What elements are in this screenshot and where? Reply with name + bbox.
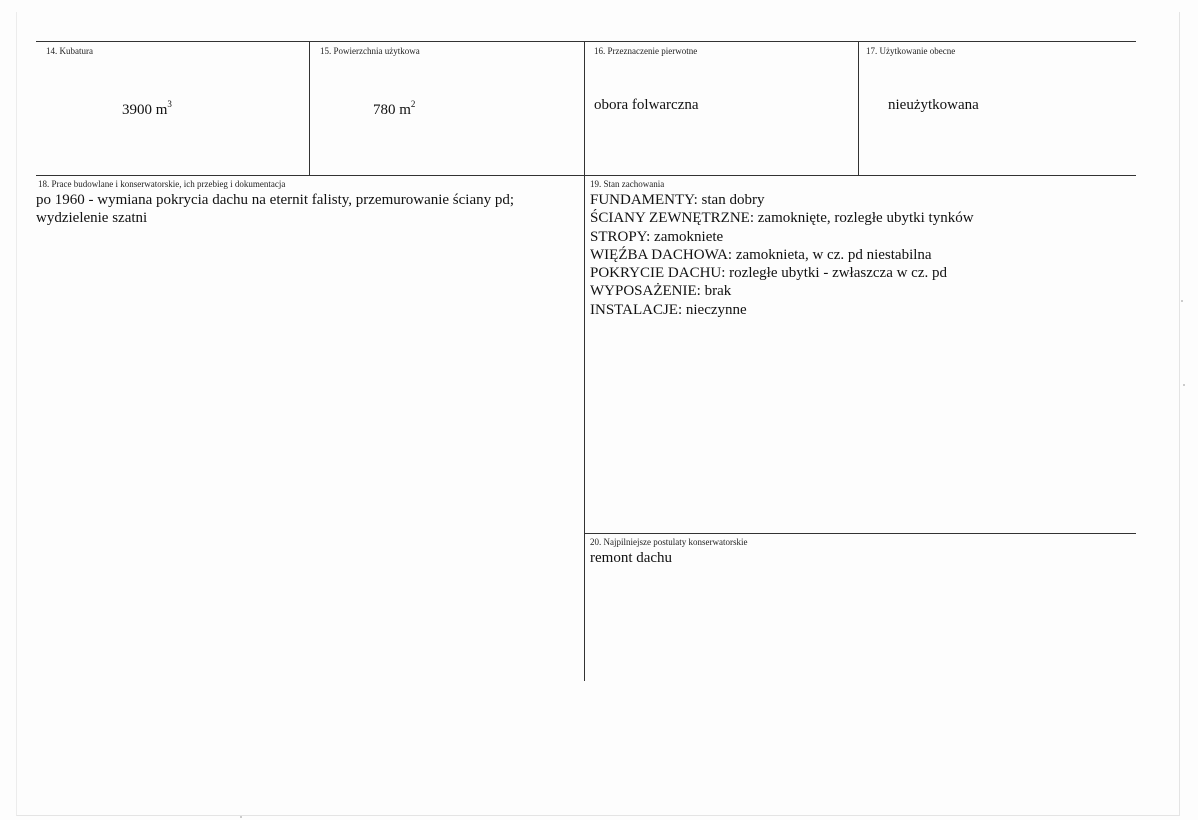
powierzchnia-number: 780 m [373,102,411,118]
stan-line: WIĘŹBA DACHOWA: zamoknieta, w cz. pd niestabilna [590,246,932,263]
page-border [16,12,1180,816]
uzytkowanie-value: nieużytkowana [888,97,979,113]
postulaty-text [590,549,672,567]
divider-14-15 [309,41,310,175]
prace-line: po 1960 - wymiana pokrycia dachu na eternit falisty, przemurowanie ściany pd; [36,192,515,208]
kubatura-number: 3900 m [122,102,168,118]
stan-line: ŚCIANY ZEWNĘTRZNE: zamoknięte, rozległe ubytki tynków [590,210,974,227]
prace-line: wydzielenie szatni [36,210,148,227]
powierzchnia-value [373,101,415,119]
powierzchnia-label: 15. Powierzchnia użytkowa [320,46,420,56]
scan-speck [1181,300,1183,302]
stan-line: POKRYCIE DACHU: rozległe ubytki - zwłaszcza w cz. pd [590,265,947,282]
stan-text [590,191,974,319]
uzytkowanie-label: 17. Użytkowanie obecne [866,46,956,56]
prace-label: 18. Prace budowlane i konserwatorskie, ich przebieg i dokumentacja [38,179,286,189]
przeznaczenie-label: 16. Przeznaczenie pierwotne [594,46,698,56]
section-20-top-rule [584,533,1136,534]
przeznaczenie-value: obora folwarczna [594,97,699,113]
top-rule [36,41,1136,42]
divider-16-17 [858,41,859,175]
kubatura-exponent: 3 [167,99,172,109]
kubatura-label: 14. Kubatura [46,46,93,56]
stan-line: FUNDAMENTY: stan dobry [590,192,765,208]
kubatura-value [122,101,172,119]
powierzchnia-exponent: 2 [410,99,416,109]
header-row-bottom-rule [36,175,1136,176]
stan-label: 19. Stan zachowania [590,179,665,189]
stan-line: STROPY: zamokniete [590,228,724,245]
scan-speck [240,816,242,818]
scan-speck [1183,384,1185,386]
stan-line: WYPOSAŻENIE: brak [590,283,732,300]
postulaty-line: remont dachu [590,550,673,566]
stan-line: INSTALACJE: nieczynne [590,301,747,318]
postulaty-label: 20. Najpilniejsze postulaty konserwatorskie [590,537,748,547]
divider-main-column [584,41,585,681]
prace-text [36,191,514,228]
